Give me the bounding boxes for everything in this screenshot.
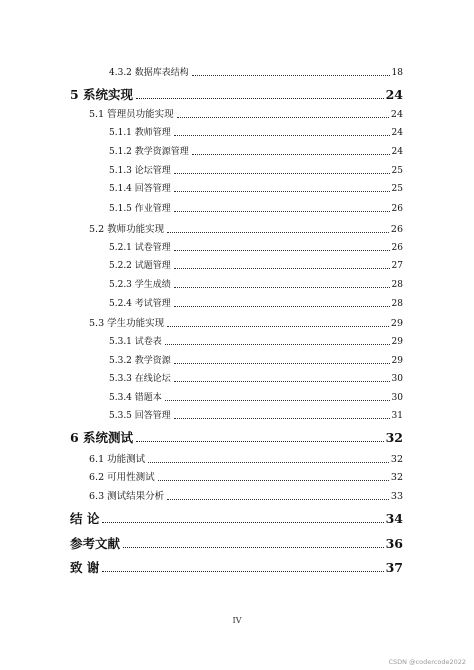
toc-subsection-entry: [109, 148, 403, 157]
toc-entry-label: 致 谢: [70, 560, 100, 575]
toc-entry-page: 24: [391, 147, 403, 157]
toc-entry-page: 25: [391, 184, 403, 194]
dot-leader: [165, 344, 390, 345]
toc-section-entry: [89, 473, 403, 483]
dot-leader: [174, 418, 390, 419]
toc-chapter-entry: [70, 89, 403, 102]
toc-entry-page: 28: [391, 299, 403, 309]
toc-entry-page: 27: [391, 261, 403, 271]
toc-entry-page: 32: [390, 454, 403, 465]
toc-subsection-entry: [109, 185, 403, 194]
dot-leader: [177, 117, 389, 118]
dot-leader: [102, 522, 383, 523]
dot-leader: [174, 381, 390, 382]
dot-leader: [174, 191, 390, 192]
toc-entry-label: 5.1.5 作业管理: [109, 204, 171, 214]
toc-subsection-entry: [109, 69, 403, 78]
toc-entry-label: 6.1 功能测试: [89, 454, 146, 465]
toc-entry-page: 37: [385, 560, 403, 575]
toc-entry-label: 5.3.5 回答管理: [109, 411, 171, 421]
toc-subsection-entry: [109, 244, 403, 253]
toc-entry-label: 5.1.3 论坛管理: [109, 166, 171, 176]
toc-entry-page: 26: [391, 243, 403, 253]
toc-subsection-entry: [109, 167, 403, 176]
dot-leader: [192, 75, 390, 76]
dot-leader: [165, 400, 390, 401]
dot-leader: [174, 363, 390, 364]
toc-entry-label: 6 系统测试: [70, 430, 134, 445]
toc-subsection-entry: [109, 338, 403, 347]
toc-entry-page: 29: [390, 318, 403, 329]
toc-entry-page: 29: [391, 356, 403, 366]
toc-entry-label: 参考文献: [70, 536, 121, 551]
toc-entry-label: 5.2.3 学生成绩: [109, 280, 171, 290]
dot-leader: [174, 306, 390, 307]
toc-section-entry: [89, 455, 403, 465]
toc-subsection-entry: [109, 205, 403, 214]
dot-leader: [136, 98, 384, 99]
toc-entry-label: 4.3.2 数据库表结构: [109, 68, 189, 78]
toc-subsection-entry: [109, 412, 403, 421]
dot-leader: [148, 462, 389, 463]
toc-chapter-entry: [70, 513, 403, 526]
toc-subsection-entry: [109, 394, 403, 403]
toc-entry-page: 30: [391, 393, 403, 403]
dot-leader: [174, 173, 390, 174]
toc-entry-page: 29: [391, 337, 403, 347]
toc-chapter-entry: [70, 538, 403, 551]
toc-section-entry: [89, 492, 403, 502]
dot-leader: [167, 326, 389, 327]
toc-subsection-entry: [109, 300, 403, 309]
toc-entry-label: 5.3 学生功能实现: [89, 318, 165, 329]
toc-entry-label: 5 系统实现: [70, 87, 134, 102]
page-number: IV: [232, 616, 242, 625]
toc-entry-label: 5.1.4 回答管理: [109, 184, 171, 194]
dot-leader: [174, 211, 390, 212]
toc-subsection-entry: [109, 375, 403, 384]
toc-entry-page: 25: [391, 166, 403, 176]
toc-section-entry: [89, 225, 403, 235]
toc-entry-page: 32: [390, 472, 403, 483]
toc-entry-label: 5.2.4 考试管理: [109, 299, 171, 309]
toc-entry-page: 28: [391, 280, 403, 290]
toc-entry-label: 5.3.2 教学资源: [109, 356, 171, 366]
toc-entry-label: 5.3.4 错题本: [109, 393, 162, 403]
dot-leader: [174, 135, 390, 136]
toc-subsection-entry: [109, 129, 403, 138]
toc-entry-label: 5.2 教师功能实现: [89, 224, 165, 235]
dot-leader: [102, 571, 383, 572]
toc-entry-page: 36: [385, 536, 403, 551]
dot-leader: [123, 547, 384, 548]
toc-subsection-entry: [109, 357, 403, 366]
toc-entry-page: 18: [391, 68, 403, 78]
dot-leader: [174, 287, 390, 288]
toc-chapter-entry: [70, 432, 403, 445]
toc-entry-page: 34: [385, 511, 403, 526]
toc-entry-label: 6.2 可用性测试: [89, 472, 155, 483]
toc-entry-label: 5.2.2 试题管理: [109, 261, 171, 271]
toc-entry-page: 24: [390, 109, 403, 120]
toc-entry-label: 5.3.1 试卷表: [109, 337, 162, 347]
toc-entry-page: 31: [391, 411, 403, 421]
toc-entry-page: 30: [391, 374, 403, 384]
toc-entry-label: 结 论: [70, 511, 100, 526]
toc-entry-label: 6.3 测试结果分析: [89, 491, 165, 502]
dot-leader: [167, 232, 389, 233]
toc-entry-label: 5.1.1 教师管理: [109, 128, 171, 138]
toc-entry-label: 5.1 管理员功能实现: [89, 109, 174, 120]
toc-entry-label: 5.3.3 在线论坛: [109, 374, 171, 384]
dot-leader: [174, 268, 390, 269]
dot-leader: [136, 441, 384, 442]
toc-entry-label: 5.2.1 试卷管理: [109, 243, 171, 253]
toc-section-entry: [89, 319, 403, 329]
dot-leader: [158, 480, 389, 481]
toc-entry-page: 24: [385, 87, 403, 102]
toc-entry-page: 24: [391, 128, 403, 138]
toc-section-entry: [89, 110, 403, 120]
toc-chapter-entry: [70, 562, 403, 575]
watermark: CSDN @codercode2022: [388, 658, 466, 666]
toc-subsection-entry: [109, 262, 403, 271]
dot-leader: [192, 154, 390, 155]
dot-leader: [167, 499, 389, 500]
toc-entry-page: 26: [390, 224, 403, 235]
toc-entry-page: 33: [390, 491, 403, 502]
toc-entry-page: 32: [385, 430, 403, 445]
dot-leader: [174, 250, 390, 251]
toc-entry-page: 26: [391, 204, 403, 214]
toc-subsection-entry: [109, 281, 403, 290]
toc-entry-label: 5.1.2 教学资源管理: [109, 147, 189, 157]
